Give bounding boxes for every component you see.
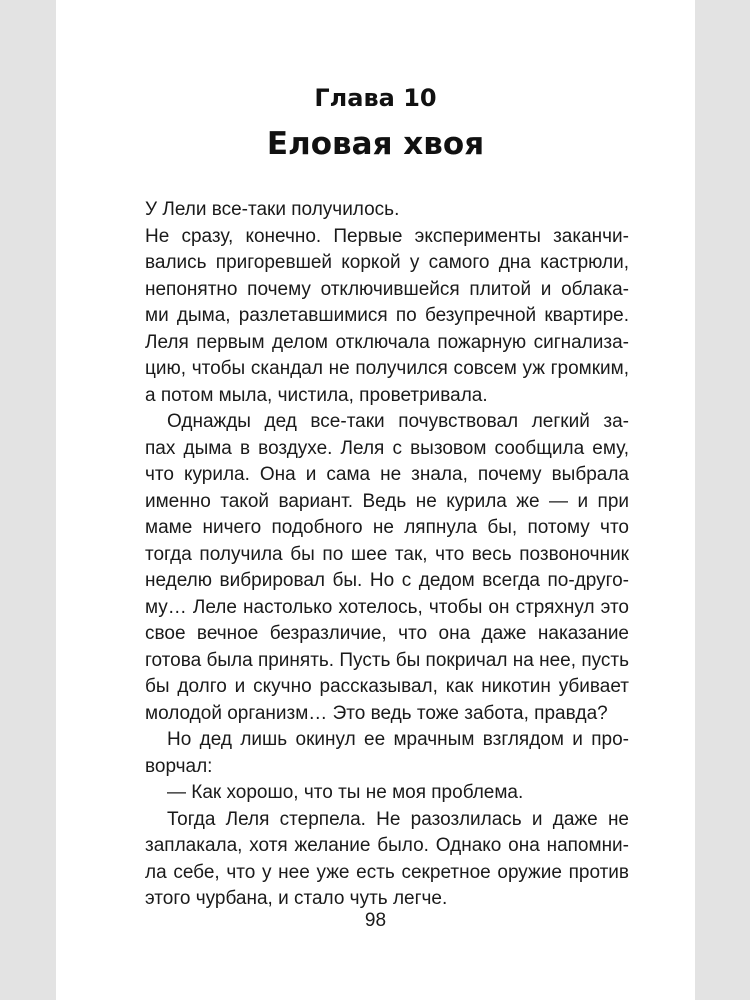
text-line: Не сразу, конечно. Первые эксперименты заканчи-	[145, 225, 629, 247]
chapter-title: Еловая хвоя	[266, 126, 485, 162]
text-line: У Лели все-таки получилось.	[145, 199, 400, 220]
text-line: цию, чтобы скандал не получился совсем уж громким,	[145, 358, 629, 379]
text-line: неделю вибрировал бы. Но с дедом всегда по-друго-	[145, 570, 629, 591]
text-line: а потом мыла, чистила, проветривала.	[145, 384, 488, 406]
book-page	[56, 0, 695, 1000]
text-line: непонятно почему отключившейся плитой и облака-	[145, 278, 629, 300]
body-text	[145, 197, 629, 913]
text-line: заплакала, хотя желание было. Однако она напомни-	[145, 835, 629, 856]
text-line: Однажды дед все-таки почувствовал легкий за-	[167, 411, 629, 432]
text-line: молодой организм… Это ведь тоже забота, правда?	[145, 702, 608, 724]
text-line: тогда получила бы по шее так, что весь позвоночник	[145, 543, 629, 565]
chapter-number: Глава 10	[314, 84, 437, 112]
text-line: пах дыма в воздухе. Леля с вызовом сообщила ему,	[145, 437, 629, 459]
text-line: — Как хорошо, что ты не моя проблема.	[167, 782, 524, 803]
text-line: бы долго и скучно рассказывал, как никотин убивает	[145, 676, 629, 697]
text-line: маме ничего подобного не ляпнула бы, потому что	[145, 517, 629, 538]
text-line: свое вечное безразличие, что она даже наказание	[145, 623, 629, 644]
text-line: му… Леле настолько хотелось, чтобы он стряхнул это	[145, 596, 629, 618]
text-line: именно такой вариант. Ведь не курила же — и при	[145, 490, 629, 512]
text-line: вались пригоревшей коркой у самого дна кастрюли,	[145, 252, 629, 273]
text-line: этого чурбана, и стало чуть легче.	[145, 888, 448, 909]
text-line: Тогда Леля стерпела. Не разозлилась и даже не	[167, 808, 629, 830]
text-line: ворчал:	[145, 755, 213, 777]
text-line: ми дыма, разлетавшимися по безупречной квартире.	[145, 305, 629, 326]
text-line: что курила. Она и сама не знала, почему выбрала	[145, 464, 629, 485]
text-line: Но дед лишь окинул ее мрачным взглядом и про-	[167, 729, 629, 750]
text-line: готова была принять. Пусть бы покричал на нее, пусть	[145, 649, 629, 671]
page-number: 98	[364, 910, 387, 931]
text-line: Леля первым делом отключала пожарную сигнализа-	[145, 331, 629, 353]
text-line: ла себе, что у нее уже есть секретное оружие против	[145, 861, 629, 883]
